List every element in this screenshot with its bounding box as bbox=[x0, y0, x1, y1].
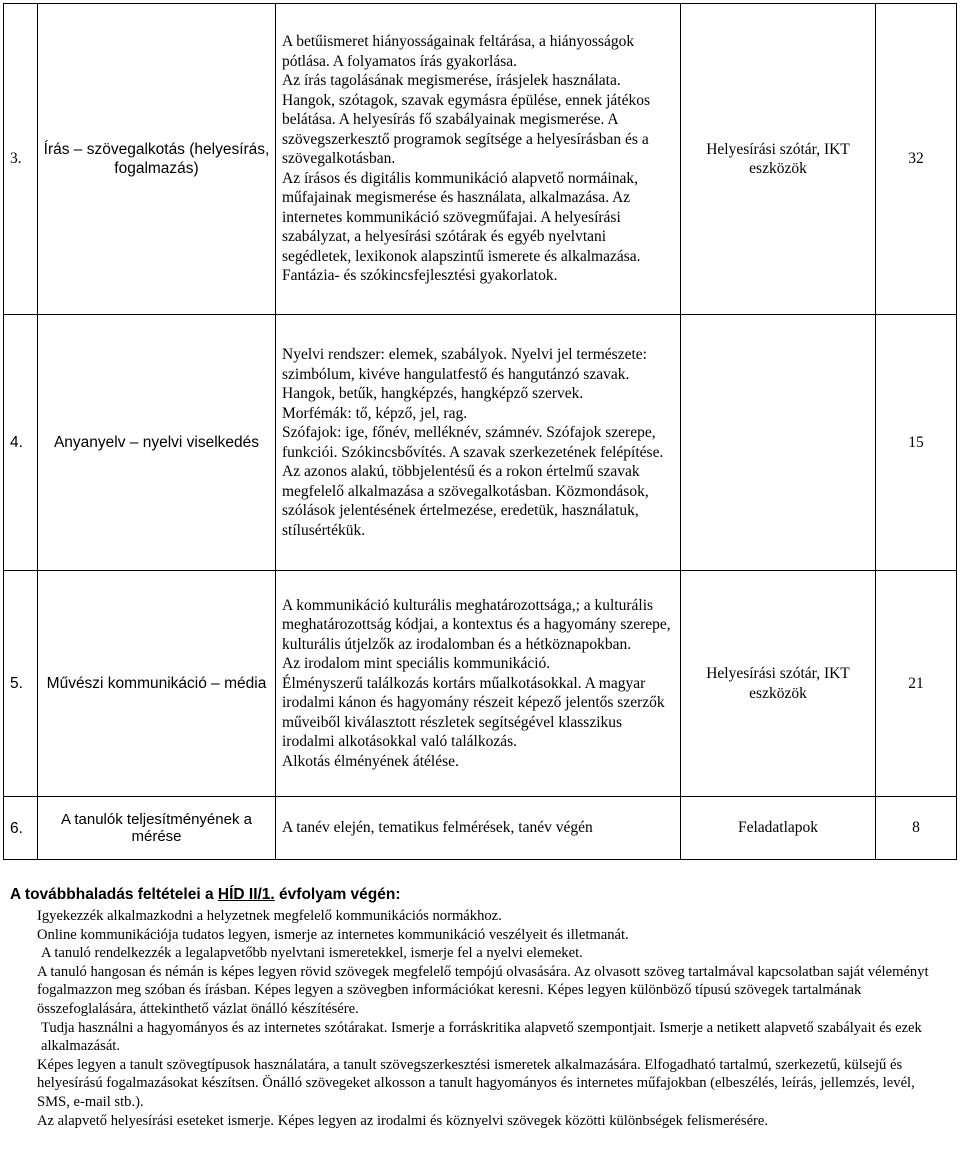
topic-content bbox=[276, 797, 681, 860]
requirement-paragraph: A tanuló hangosan és némán is képes legyen rövid szövegek megfelelő tempójú olvasására. Az olvasott szöveg tartalmával kapcsolatban saját véleményt fogalmazzon meg szóban és írásban. Képes legyen a szövegben információkat keresni. Képes legyen különböző típusú szövegek tartalmának összefoglalására, áttekinthető vázlat önálló készítésére. bbox=[37, 963, 929, 1017]
topic-title: Művészi kommunikáció – média bbox=[38, 571, 276, 797]
hours-cell: 15 bbox=[876, 315, 957, 571]
requirement-paragraph: Online kommunikációja tudatos legyen, ismerje az internetes kommunikáció veszélyeit és illetmanát. bbox=[37, 926, 629, 943]
row-number: 3. bbox=[4, 4, 38, 315]
topic-content bbox=[276, 315, 681, 571]
curriculum-table bbox=[3, 3, 957, 860]
content-paragraph: Az irodalom mint speciális kommunikáció. bbox=[282, 655, 551, 673]
requirement-paragraph: Tudja használni a hagyományos és az internetes szótárakat. Ismerje a forráskritika alapvető szempontjait. Ismerje a netikett alapvető szabályait és ezek alkalmazását. bbox=[41, 1019, 922, 1055]
heading-hid: HÍD II/1. bbox=[217, 886, 275, 903]
hours-cell: 21 bbox=[876, 571, 957, 797]
row-number: 4. bbox=[4, 315, 38, 571]
requirement-paragraph: Képes legyen a tanult szövegtípusok használatára, a tanult szövegszerkesztési ismeretek alkalmazására. Elfogadható tartalmú, szerkezetű, külsejű és helyesírású fogalmazásokat készítsen. Önálló szövegeket alkosson a tanult hagyományos és internetes műfajokban (elbeszélés, leírás, jellemzés, levél, SMS, e-mail stb.). bbox=[37, 1056, 915, 1110]
content-paragraph: Hangok, betűk, hangképzés, hangképző szervek. bbox=[282, 385, 584, 402]
tools-cell bbox=[681, 315, 876, 571]
section-heading bbox=[10, 885, 950, 905]
content-paragraph: A betűismeret hiányosságainak feltárása, a hiányosságok pótlása. A folyamatos írás gyakorlása. bbox=[282, 33, 635, 70]
content-paragraph: Morfémák: tő, képző, jel, rag. bbox=[282, 404, 468, 422]
content-paragraph: Élményszerű találkozás kortárs műalkotásokkal. A magyar irodalmi kánon és hagyomány részeit képező jelentős szerzők műveiből kiválasztott részletek segítségével klasszikus irodalmi alkotásokkal való találkozás. bbox=[282, 674, 665, 751]
topic-title: A tanulók teljesítményének a mérése bbox=[38, 797, 276, 860]
section-body bbox=[37, 907, 950, 1130]
heading-prefix: A továbbhaladás feltételei a bbox=[10, 886, 218, 903]
requirement-paragraph: A tanuló rendelkezzék a legalapvetőbb nyelvtani ismeretekkel, ismerje fel a nyelvi elemeket. bbox=[41, 945, 583, 962]
table-row bbox=[4, 315, 957, 571]
topic-title: Írás – szövegalkotás (helyesírás, fogalmazás) bbox=[38, 4, 276, 315]
content-paragraph: Fantázia- és szókincsfejlesztési gyakorlatok. bbox=[282, 267, 558, 285]
content-paragraph: A tanév elején, tematikus felmérések, tanév végén bbox=[282, 819, 593, 837]
content-paragraph: Az írásos és digitális kommunikáció alapvető normáinak, műfajainak megismerése és használata, alkalmazása. Az internetes kommunikáció szövegműfajai. A helyesírási szabályzat, a helyesírási szótárak és egyéb nyelvtani segédletek, lexikonok alapszintű ismerete és alkalmazása. bbox=[282, 169, 641, 265]
topic-content bbox=[276, 4, 681, 315]
progression-requirements bbox=[10, 885, 950, 1130]
requirement-paragraph: Az alapvető helyesírási eseteket ismerje. Képes legyen az irodalmi és köznyelvi szövegek közötti különbségek felismerésére. bbox=[37, 1112, 769, 1129]
hours-cell: 32 bbox=[876, 4, 957, 315]
tools-cell: Helyesírási szótár, IKT eszközök bbox=[681, 4, 876, 315]
table-row bbox=[4, 571, 957, 797]
row-number: 6. bbox=[4, 797, 38, 860]
table-row bbox=[4, 797, 957, 860]
content-paragraph: Hangok, szótagok, szavak egymásra épülése, ennek játékos belátása. A helyesírás fő szabályainak megismerése. A szövegszerkesztő programok segítsége a helyesírásban és a szövegalkotásban. bbox=[282, 91, 650, 168]
content-paragraph: Nyelvi rendszer: elemek, szabályok. Nyelvi jel természete: szimbólum, kivéve hangulatfestő és hangutánzó szavak. bbox=[282, 346, 647, 383]
heading-suffix: évfolyam végén: bbox=[274, 886, 401, 903]
content-paragraph: Alkotás élményének átélése. bbox=[282, 752, 459, 770]
table-row bbox=[4, 4, 957, 315]
requirement-paragraph: Igyekezzék alkalmazkodni a helyzetnek megfelelő kommunikációs normákhoz. bbox=[37, 908, 502, 924]
tools-cell: Helyesírási szótár, IKT eszközök bbox=[681, 571, 876, 797]
topic-title: Anyanyelv – nyelvi viselkedés bbox=[38, 315, 276, 571]
tools-cell: Feladatlapok bbox=[681, 797, 876, 860]
row-number: 5. bbox=[4, 571, 38, 797]
topic-content bbox=[276, 571, 681, 797]
content-paragraph: Szófajok: ige, főnév, melléknév, számnév. Szófajok szerepe, funkciói. Szókincsbővítés. A szavak szerkezetének felépítése. Az azonos alakú, többjelentésű és a rokon értelmű szavak megfelelő alkalmazása a szövegalkotásban. Közmondások, szólások jelentésének értelmezése, eredetük, használatuk, stílusértékük. bbox=[282, 424, 664, 539]
content-paragraph: Az írás tagolásának megismerése, írásjelek használata. bbox=[282, 72, 621, 90]
content-paragraph: A kommunikáció kulturális meghatározottsága,; a kulturális meghatározottság kódjai, a kontextus és a hagyomány szerepe, kulturális útjelzők az irodalomban és a hétköznapokban. bbox=[282, 596, 671, 653]
hours-cell: 8 bbox=[876, 797, 957, 860]
